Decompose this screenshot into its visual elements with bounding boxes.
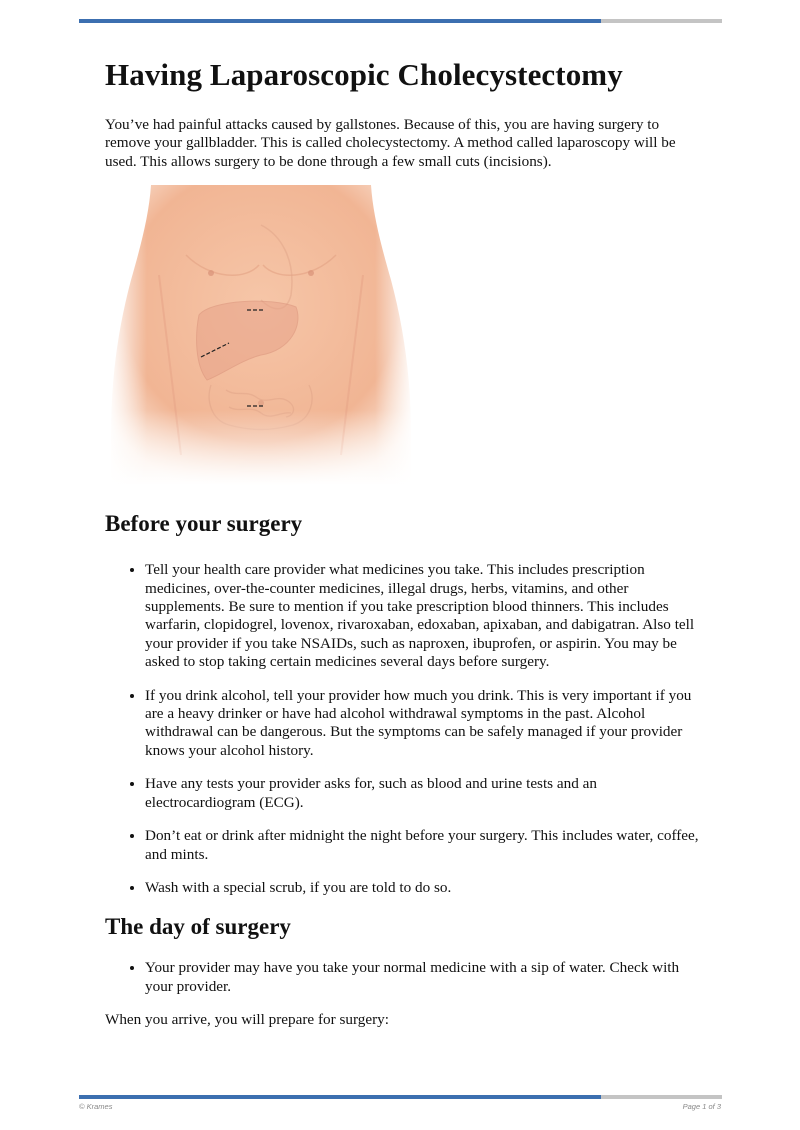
torso-svg (111, 185, 411, 485)
footer-rule-gray (601, 1095, 722, 1099)
list-item: • Have any tests your provider asks for, such as blood and urine tests and an electrocardiogram (ECG). (145, 775, 705, 812)
footer-rule (79, 1095, 722, 1099)
day-of-surgery-list (105, 959, 705, 996)
before-surgery-list (105, 561, 705, 897)
footer-rule-blue (79, 1095, 601, 1099)
page-title: Having Laparoscopic Cholecystectomy (105, 57, 623, 92)
header-rule (79, 19, 722, 23)
header-rule-blue (79, 19, 601, 23)
list-item: • Wash with a special scrub, if you are told to do so. (145, 879, 705, 897)
list-item: • Your provider may have you take your normal medicine with a sip of water. Check with your provider. (145, 959, 705, 996)
document-body (105, 56, 705, 1030)
list-item: • Don’t eat or drink after midnight the night before your surgery. This includes water, coffee, and mints. (145, 827, 705, 864)
list-item: • If you drink alcohol, tell your provider how much you drink. This is very important if you are a heavy drinker or have had alcohol withdrawal symptoms in the past. Alcohol withdrawal can be dangerous. But the symptoms can be safely managed if your provider knows your alcohol history. (145, 687, 705, 761)
day-of-surgery-heading: The day of surgery (105, 914, 291, 940)
list-item: • Tell your health care provider what medicines you take. This includes prescription medicines, over-the-counter medicines, illegal drugs, herbs, vitamins, and other supplements. Be sure to mention if you take prescription blood thinners. This includes warfarin, clopidogrel, lovenox, rivaroxaban, edoxaban, apixaban, and dabigatran. Also tell your provider if you take NSAIDs, such as naproxen, ibuprofen, or aspirin. You may be asked to stop taking certain medicines several days before surgery. (145, 561, 705, 671)
header-rule-gray (601, 19, 722, 23)
before-surgery-heading: Before your surgery (105, 511, 303, 537)
page-number: Page 1 of 3 (682, 1102, 721, 1111)
torso-abdomen-illustration (111, 185, 411, 485)
intro-paragraph: You’ve had painful attacks caused by gallstones. Because of this, you are having surgery to remove your gallbladder. This is called cholecystectomy. A method called laparoscopy will be used. This allows surgery to be done through a few small cuts (incisions). (105, 116, 676, 170)
arrival-paragraph: When you arrive, you will prepare for surgery: (105, 1011, 389, 1029)
copyright-text: © Krames (79, 1102, 113, 1111)
